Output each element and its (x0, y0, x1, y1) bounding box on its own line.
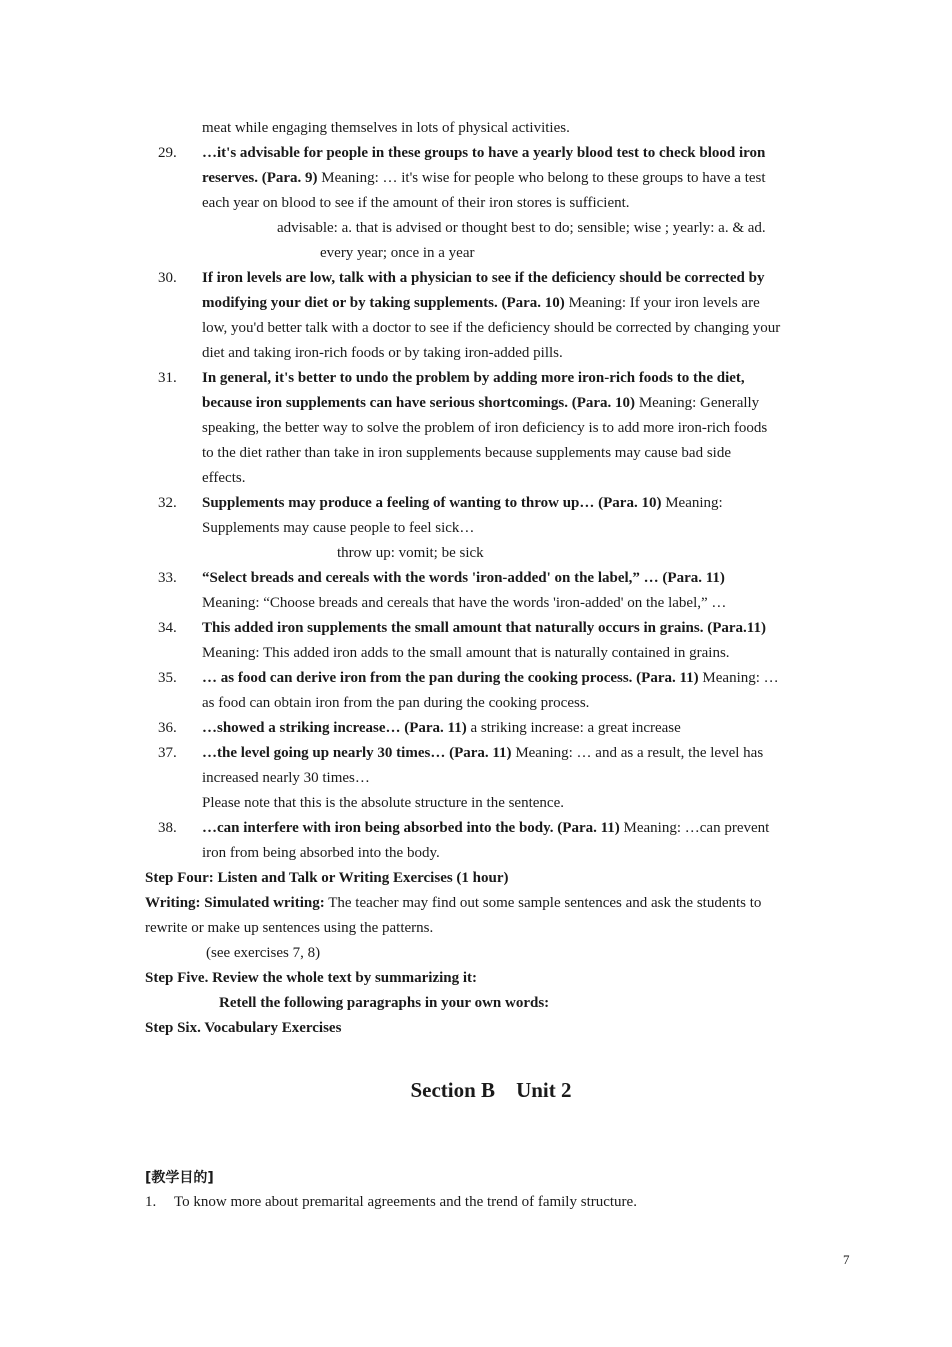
quoted-sentence: because iron supplements can have serious shortcomings. (Para. 10) (202, 395, 636, 411)
step-five-heading: Step Five. Review the whole text by summarizing it: (145, 970, 478, 986)
vocab-note: throw up: vomit; be sick (337, 545, 484, 561)
item-number: 34. (158, 620, 177, 636)
explanation-text: increased nearly 30 times… (202, 770, 370, 786)
writing-text: The teacher may find out some sample sentences and ask the students to (324, 895, 762, 911)
explanation-text: Meaning: Generally (635, 395, 760, 411)
intro-line: meat while engaging themselves in lots of physical activities. (202, 120, 570, 136)
quoted-sentence: modifying your diet or by taking supplements. (Para. 10) (202, 295, 565, 311)
explanation-text: effects. (202, 470, 246, 486)
item-line (202, 743, 763, 763)
section-heading: Section B Unit 2 (410, 1078, 572, 1102)
item-line (202, 468, 245, 488)
explanation-text: Meaning: This added iron adds to the small amount that is naturally contained in grains. (202, 645, 730, 661)
item-line (202, 143, 765, 163)
item-line (202, 568, 725, 588)
item-line (202, 843, 440, 863)
writing-paragraph (145, 893, 761, 913)
item-number: 29. (158, 145, 177, 161)
quoted-sentence: In general, it's better to undo the problem by adding more iron-rich foods to the diet, (202, 370, 745, 386)
item-line (202, 768, 370, 788)
see-exercises: (see exercises 7, 8) (206, 945, 321, 961)
item-line (202, 593, 726, 613)
objective-1-number: 1. (145, 1194, 157, 1210)
item-line (202, 818, 769, 838)
explanation-text: Meaning: (661, 495, 723, 511)
quoted-sentence: Supplements may produce a feeling of wanting to throw up… (Para. 10) (202, 495, 662, 511)
item-line (202, 318, 780, 338)
explanation-text: a striking increase: a great increase (466, 720, 681, 736)
explanation-text: low, you'd better talk with a doctor to see if the deficiency should be corrected by changing your (202, 320, 781, 336)
objective-1: To know more about premarital agreements and the trend of family structure. (174, 1194, 637, 1210)
item-line (202, 718, 681, 738)
explanation-text: Meaning: “Choose breads and cereals that have the words 'iron-added' on the label,” … (202, 595, 727, 611)
quoted-sentence: …it's advisable for people in these groups to have a yearly blood test to check blood iron (202, 145, 766, 161)
item-line (202, 393, 759, 413)
explanation-text: to the diet rather than take in iron supplements because supplements may cause bad side (202, 445, 732, 461)
item-line (202, 668, 779, 688)
objectives-label: [教学目的] (145, 1170, 214, 1186)
item-number: 38. (158, 820, 177, 836)
item-line (202, 693, 589, 713)
vocab-note: advisable: a. that is advised or thought best to do; sensible; wise ; yearly: a. & ad. (277, 220, 766, 236)
item-number: 37. (158, 745, 177, 761)
item-line (202, 168, 766, 188)
quoted-sentence: …can interfere with iron being absorbed into the body. (Para. 11) (202, 820, 620, 836)
item-line (202, 418, 767, 438)
explanation-text: Meaning: … and as a result, the level has (511, 745, 764, 761)
explanation-text: Supplements may cause people to feel sick… (202, 520, 475, 536)
explanation-text: Please note that this is the absolute structure in the sentence. (202, 795, 564, 811)
quoted-sentence: This added iron supplements the small amount that naturally occurs in grains. (Para.11) (202, 620, 766, 636)
item-number: 30. (158, 270, 177, 286)
step-four-heading: Step Four: Listen and Talk or Writing Exercises (1 hour) (145, 870, 509, 886)
quoted-sentence: “Select breads and cereals with the words 'iron-added' on the label,” … (Para. 11) (202, 570, 725, 586)
retell-instruction: Retell the following paragraphs in your own words: (219, 995, 550, 1011)
explanation-text: diet and taking iron-rich foods or by taking iron-added pills. (202, 345, 563, 361)
item-line (202, 193, 630, 213)
item-number: 33. (158, 570, 177, 586)
quoted-sentence: …the level going up nearly 30 times… (Para. 11) (202, 745, 512, 761)
item-number: 32. (158, 495, 177, 511)
item-line (202, 443, 731, 463)
page-number: 7 (843, 1252, 850, 1267)
item-line (202, 293, 760, 313)
explanation-text: each year on blood to see if the amount of their iron stores is sufficient. (202, 195, 630, 211)
item-line (202, 268, 764, 288)
explanation-text: iron from being absorbed into the body. (202, 845, 440, 861)
writing-label: Writing: Simulated writing: (145, 895, 325, 911)
writing-text-cont: rewrite or make up sentences using the patterns. (145, 920, 434, 936)
item-line (202, 493, 723, 513)
explanation-text: speaking, the better way to solve the problem of iron deficiency is to add more iron-rich foods (202, 420, 768, 436)
explanation-text: Meaning: … it's wise for people who belong to these groups to have a test (317, 170, 766, 186)
item-line (202, 518, 474, 538)
item-line (202, 618, 766, 638)
quoted-sentence: If iron levels are low, talk with a physician to see if the deficiency should be corrected by (202, 270, 765, 286)
vocab-note: every year; once in a year (320, 245, 475, 261)
quoted-sentence: … as food can derive iron from the pan during the cooking process. (Para. 11) (202, 670, 699, 686)
explanation-text: Meaning: …can prevent (619, 820, 770, 836)
item-line (202, 643, 730, 663)
step-six-heading: Step Six. Vocabulary Exercises (145, 1020, 342, 1036)
item-line (202, 793, 564, 813)
quoted-sentence: …showed a striking increase… (Para. 11) (202, 720, 467, 736)
explanation-text: as food can obtain iron from the pan during the cooking process. (202, 695, 590, 711)
quoted-sentence: reserves. (Para. 9) (202, 170, 318, 186)
item-number: 36. (158, 720, 177, 736)
item-line (202, 368, 745, 388)
item-number: 35. (158, 670, 177, 686)
explanation-text: Meaning: If your iron levels are (564, 295, 760, 311)
item-line (202, 343, 563, 363)
explanation-text: Meaning: … (698, 670, 779, 686)
item-number: 31. (158, 370, 177, 386)
